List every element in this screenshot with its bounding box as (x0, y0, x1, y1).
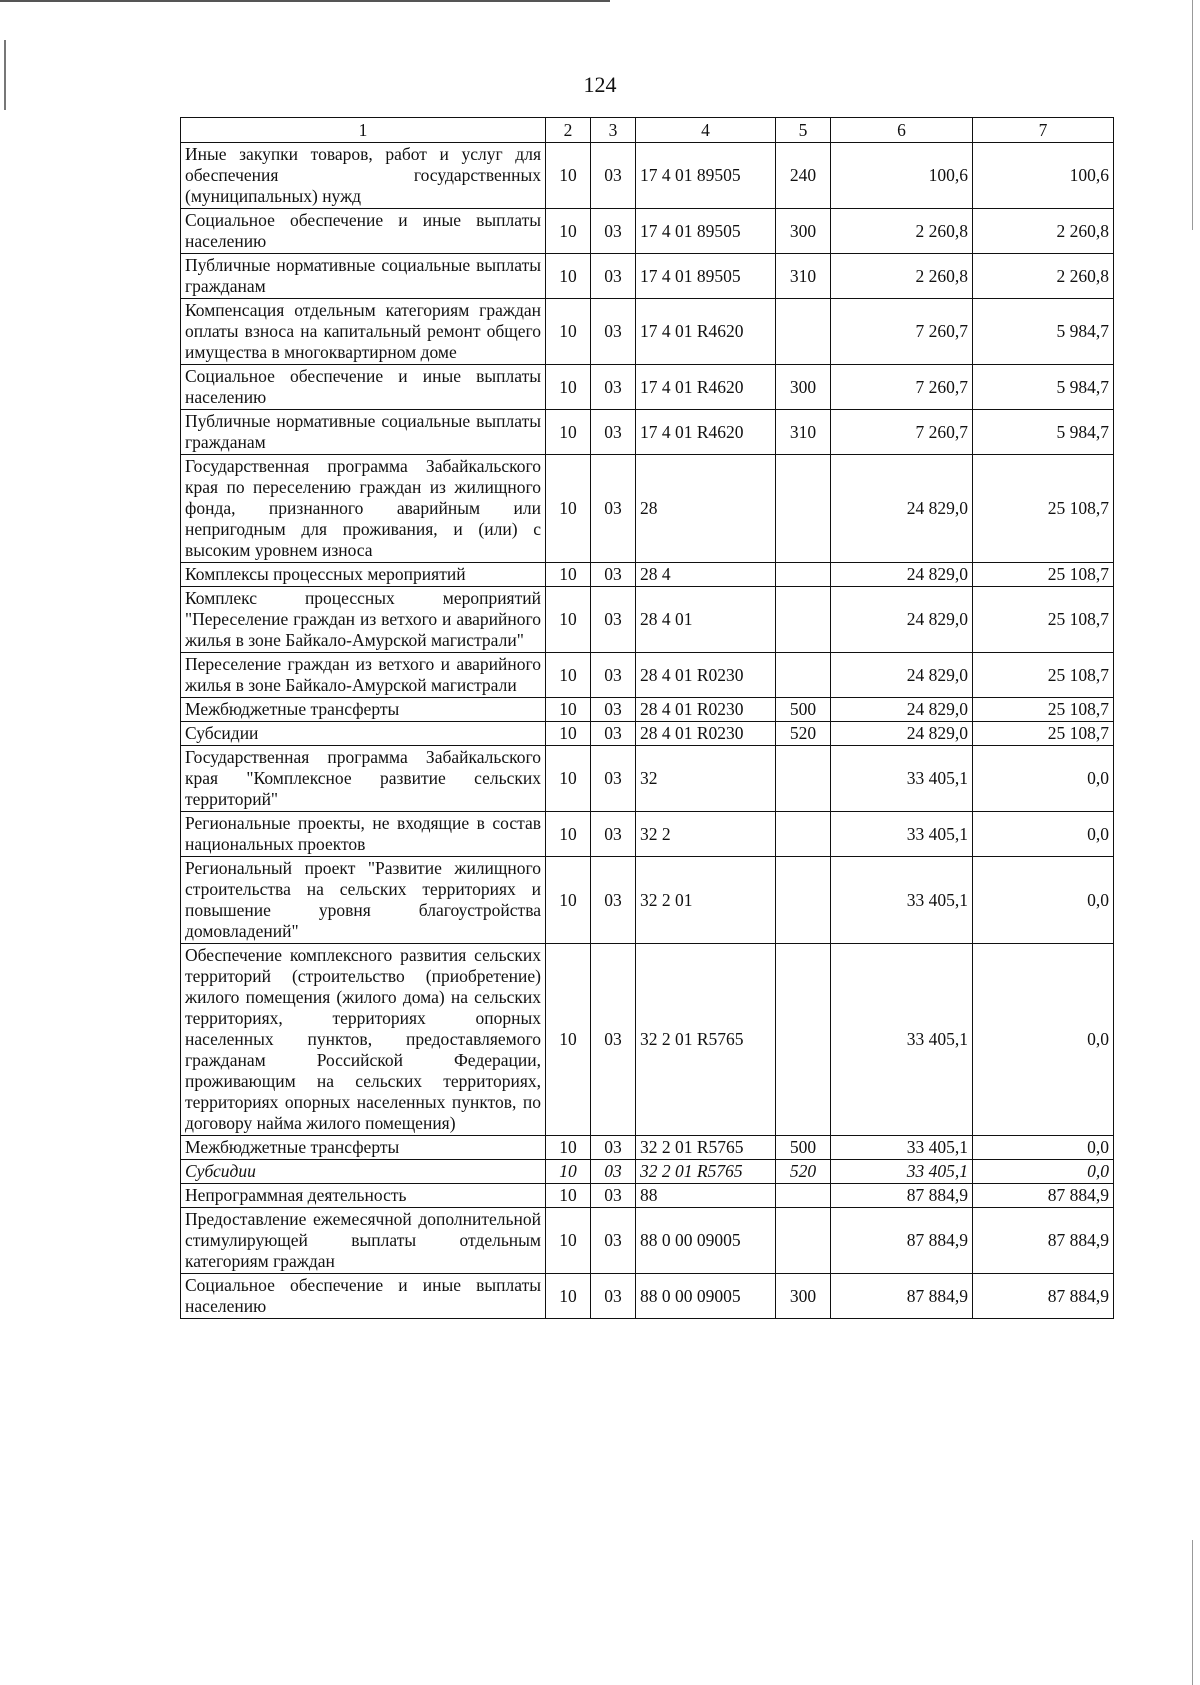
target-code-cell: 17 4 01 R4620 (636, 410, 776, 455)
page-number: 124 (583, 72, 617, 97)
amount-col7-cell: 25 108,7 (973, 653, 1114, 698)
subsection-cell: 03 (591, 857, 636, 944)
row-name-cell: Региональный проект "Развитие жилищного строительства на сельских территориях и повышение уровня благоустройства домовладений" (181, 857, 546, 944)
section-cell: 10 (546, 722, 591, 746)
target-code-cell: 17 4 01 R4620 (636, 365, 776, 410)
section-cell: 10 (546, 455, 591, 563)
section-cell: 10 (546, 812, 591, 857)
expense-type-cell: 240 (776, 143, 831, 209)
table-row (181, 299, 1114, 365)
section-cell: 10 (546, 254, 591, 299)
section-cell: 10 (546, 1136, 591, 1160)
subsection-cell: 03 (591, 563, 636, 587)
subsection-cell: 03 (591, 254, 636, 299)
amount-col7-cell: 2 260,8 (973, 254, 1114, 299)
row-name-cell: Региональные проекты, не входящие в состав национальных проектов (181, 812, 546, 857)
table-row (181, 254, 1114, 299)
expense-type-cell (776, 563, 831, 587)
target-code-cell: 32 2 01 R5765 (636, 944, 776, 1136)
target-code-cell: 28 4 01 (636, 587, 776, 653)
row-name-cell: Государственная программа Забайкальского края "Комплексное развитие сельских территорий" (181, 746, 546, 812)
amount-col6-cell: 24 829,0 (831, 698, 973, 722)
amount-col7-cell: 87 884,9 (973, 1184, 1114, 1208)
row-name-cell: Социальное обеспечение и иные выплаты населению (181, 1274, 546, 1319)
amount-col6-cell: 33 405,1 (831, 1136, 973, 1160)
amount-col7-cell: 0,0 (973, 944, 1114, 1136)
amount-col6-cell: 87 884,9 (831, 1274, 973, 1319)
amount-col7-cell: 87 884,9 (973, 1208, 1114, 1274)
section-cell: 10 (546, 1184, 591, 1208)
expense-type-cell (776, 1208, 831, 1274)
row-name-cell: Предоставление ежемесячной дополнительной стимулирующей выплаты отдельным категориям граждан (181, 1208, 546, 1274)
table-row (181, 746, 1114, 812)
subsection-cell: 03 (591, 746, 636, 812)
target-code-cell: 88 0 00 09005 (636, 1274, 776, 1319)
target-code-cell: 28 4 (636, 563, 776, 587)
amount-col6-cell: 2 260,8 (831, 254, 973, 299)
expense-type-cell: 300 (776, 209, 831, 254)
subsection-cell: 03 (591, 1160, 636, 1184)
section-cell: 10 (546, 1160, 591, 1184)
section-cell: 10 (546, 698, 591, 722)
target-code-cell: 17 4 01 89505 (636, 209, 776, 254)
expense-type-cell (776, 1184, 831, 1208)
table-row (181, 1184, 1114, 1208)
amount-col6-cell: 24 829,0 (831, 587, 973, 653)
amount-col6-cell: 24 829,0 (831, 653, 973, 698)
section-cell: 10 (546, 563, 591, 587)
section-cell: 10 (546, 143, 591, 209)
expense-type-cell (776, 746, 831, 812)
section-cell: 10 (546, 653, 591, 698)
amount-col6-cell: 33 405,1 (831, 812, 973, 857)
table-row (181, 812, 1114, 857)
table-row (181, 944, 1114, 1136)
target-code-cell: 88 0 00 09005 (636, 1208, 776, 1274)
expense-type-cell (776, 857, 831, 944)
table-row (181, 698, 1114, 722)
table-row (181, 1136, 1114, 1160)
expense-type-cell: 500 (776, 1136, 831, 1160)
target-code-cell: 28 4 01 R0230 (636, 722, 776, 746)
column-header: 4 (636, 118, 776, 143)
amount-col6-cell: 33 405,1 (831, 746, 973, 812)
column-header: 5 (776, 118, 831, 143)
section-cell: 10 (546, 944, 591, 1136)
expense-type-cell (776, 944, 831, 1136)
table-row (181, 365, 1114, 410)
amount-col7-cell: 5 984,7 (973, 365, 1114, 410)
amount-col7-cell: 2 260,8 (973, 209, 1114, 254)
amount-col7-cell: 5 984,7 (973, 299, 1114, 365)
column-header: 1 (181, 118, 546, 143)
row-name-cell: Комплекс процессных мероприятий "Переселение граждан из ветхого и аварийного жилья в зоне Байкало-Амурской магистрали" (181, 587, 546, 653)
amount-col7-cell: 0,0 (973, 812, 1114, 857)
subsection-cell: 03 (591, 1184, 636, 1208)
row-name-cell: Непрограммная деятельность (181, 1184, 546, 1208)
subsection-cell: 03 (591, 143, 636, 209)
expense-type-cell (776, 653, 831, 698)
amount-col6-cell: 33 405,1 (831, 1160, 973, 1184)
target-code-cell: 28 4 01 R0230 (636, 653, 776, 698)
column-header: 6 (831, 118, 973, 143)
expense-type-cell: 520 (776, 1160, 831, 1184)
section-cell: 10 (546, 587, 591, 653)
section-cell: 10 (546, 1274, 591, 1319)
row-name-cell: Межбюджетные трансферты (181, 698, 546, 722)
row-name-cell: Комплексы процессных мероприятий (181, 563, 546, 587)
subsection-cell: 03 (591, 698, 636, 722)
amount-col6-cell: 87 884,9 (831, 1184, 973, 1208)
amount-col6-cell: 24 829,0 (831, 563, 973, 587)
section-cell: 10 (546, 365, 591, 410)
amount-col7-cell: 87 884,9 (973, 1274, 1114, 1319)
amount-col7-cell: 25 108,7 (973, 587, 1114, 653)
section-cell: 10 (546, 1208, 591, 1274)
row-name-cell: Субсидии (181, 722, 546, 746)
table-row (181, 722, 1114, 746)
subsection-cell: 03 (591, 455, 636, 563)
table-row (181, 143, 1114, 209)
expense-type-cell: 310 (776, 410, 831, 455)
target-code-cell: 88 (636, 1184, 776, 1208)
subsection-cell: 03 (591, 1136, 636, 1160)
subsection-cell: 03 (591, 209, 636, 254)
amount-col7-cell: 0,0 (973, 1160, 1114, 1184)
row-name-cell: Социальное обеспечение и иные выплаты населению (181, 365, 546, 410)
expense-type-cell (776, 455, 831, 563)
amount-col6-cell: 24 829,0 (831, 722, 973, 746)
row-name-cell: Переселение граждан из ветхого и аварийного жилья в зоне Байкало-Амурской магистрали (181, 653, 546, 698)
subsection-cell: 03 (591, 587, 636, 653)
subsection-cell: 03 (591, 410, 636, 455)
subsection-cell: 03 (591, 365, 636, 410)
column-header: 7 (973, 118, 1114, 143)
target-code-cell: 32 (636, 746, 776, 812)
amount-col6-cell: 2 260,8 (831, 209, 973, 254)
amount-col7-cell: 25 108,7 (973, 698, 1114, 722)
table-row (181, 653, 1114, 698)
table-row (181, 1274, 1114, 1319)
target-code-cell: 32 2 01 R5765 (636, 1160, 776, 1184)
expense-type-cell (776, 299, 831, 365)
expense-type-cell (776, 587, 831, 653)
amount-col7-cell: 5 984,7 (973, 410, 1114, 455)
expense-type-cell: 310 (776, 254, 831, 299)
budget-table (180, 117, 1114, 1319)
target-code-cell: 28 4 01 R0230 (636, 698, 776, 722)
table-row (181, 1160, 1114, 1184)
expense-type-cell: 300 (776, 1274, 831, 1319)
amount-col7-cell: 100,6 (973, 143, 1114, 209)
scan-border-top (0, 0, 610, 2)
amount-col6-cell: 100,6 (831, 143, 973, 209)
table-row (181, 587, 1114, 653)
subsection-cell: 03 (591, 653, 636, 698)
amount-col7-cell: 0,0 (973, 857, 1114, 944)
section-cell: 10 (546, 299, 591, 365)
subsection-cell: 03 (591, 1274, 636, 1319)
expense-type-cell: 300 (776, 365, 831, 410)
amount-col6-cell: 87 884,9 (831, 1208, 973, 1274)
amount-col7-cell: 25 108,7 (973, 455, 1114, 563)
amount-col6-cell: 7 260,7 (831, 299, 973, 365)
section-cell: 10 (546, 746, 591, 812)
scan-border-right-lower (1192, 1540, 1193, 1685)
amount-col6-cell: 33 405,1 (831, 857, 973, 944)
subsection-cell: 03 (591, 944, 636, 1136)
row-name-cell: Обеспечение комплексного развития сельских территорий (строительство (приобретение) жилого помещения (жилого дома) на сельских территориях, территориях опорных населенных пунктов, предоставляемого гражданам Российской Федерации, проживающим на сельских территориях, территориях опорных населенных пунктов, по договору найма жилого помещения) (181, 944, 546, 1136)
section-cell: 10 (546, 857, 591, 944)
table-row (181, 1208, 1114, 1274)
section-cell: 10 (546, 410, 591, 455)
amount-col7-cell: 0,0 (973, 746, 1114, 812)
subsection-cell: 03 (591, 722, 636, 746)
table-row (181, 455, 1114, 563)
row-name-cell: Субсидии (181, 1160, 546, 1184)
target-code-cell: 17 4 01 R4620 (636, 299, 776, 365)
target-code-cell: 28 (636, 455, 776, 563)
table-row (181, 857, 1114, 944)
row-name-cell: Компенсация отдельным категориям граждан оплаты взноса на капитальный ремонт общего имущества в многоквартирном доме (181, 299, 546, 365)
target-code-cell: 32 2 01 R5765 (636, 1136, 776, 1160)
table-row (181, 209, 1114, 254)
target-code-cell: 17 4 01 89505 (636, 254, 776, 299)
amount-col7-cell: 25 108,7 (973, 563, 1114, 587)
amount-col7-cell: 25 108,7 (973, 722, 1114, 746)
row-name-cell: Публичные нормативные социальные выплаты гражданам (181, 410, 546, 455)
expense-type-cell (776, 812, 831, 857)
target-code-cell: 32 2 01 (636, 857, 776, 944)
table-row (181, 410, 1114, 455)
amount-col6-cell: 7 260,7 (831, 410, 973, 455)
table-header-row (181, 118, 1114, 143)
column-header: 2 (546, 118, 591, 143)
row-name-cell: Социальное обеспечение и иные выплаты населению (181, 209, 546, 254)
scan-border-right (1192, 0, 1193, 230)
row-name-cell: Иные закупки товаров, работ и услуг для обеспечения государственных (муниципальных) нужд (181, 143, 546, 209)
subsection-cell: 03 (591, 812, 636, 857)
row-name-cell: Межбюджетные трансферты (181, 1136, 546, 1160)
target-code-cell: 17 4 01 89505 (636, 143, 776, 209)
subsection-cell: 03 (591, 299, 636, 365)
expense-type-cell: 520 (776, 722, 831, 746)
row-name-cell: Государственная программа Забайкальского края по переселению граждан из жилищного фонда, признанного аварийным или непригодным для проживания, и (или) с высоким уровнем износа (181, 455, 546, 563)
amount-col6-cell: 24 829,0 (831, 455, 973, 563)
target-code-cell: 32 2 (636, 812, 776, 857)
subsection-cell: 03 (591, 1208, 636, 1274)
amount-col7-cell: 0,0 (973, 1136, 1114, 1160)
expense-type-cell: 500 (776, 698, 831, 722)
section-cell: 10 (546, 209, 591, 254)
column-header: 3 (591, 118, 636, 143)
row-name-cell: Публичные нормативные социальные выплаты гражданам (181, 254, 546, 299)
amount-col6-cell: 7 260,7 (831, 365, 973, 410)
table-row (181, 563, 1114, 587)
table-body (181, 143, 1114, 1319)
amount-col6-cell: 33 405,1 (831, 944, 973, 1136)
